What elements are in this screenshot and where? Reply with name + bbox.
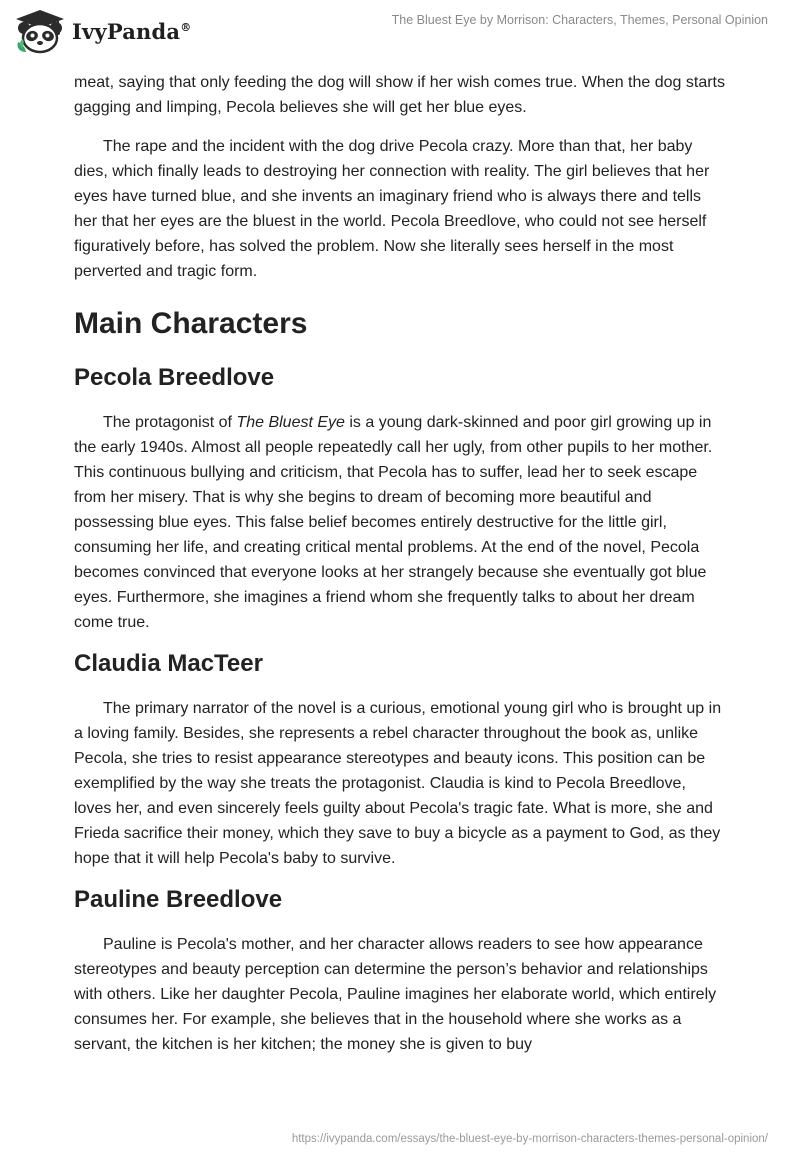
paragraph-claudia: The primary narrator of the novel is a curious, emotional young girl who is brought up in a loving family. Besides, she represents a rebel character throughout the book as, unlike Pecola, she tries to resist appearance stereotypes and beauty icons. This position can be exemplified by the way she treats the protagonist. Claudia is kind to Pecola Breedlove, loves her, and even sincerely feels guilty about Pecola's tragic fate. What is more, she and Frieda sacrifice their money, which they save to buy a bicycle as a payment to God, as they hope that it will help Pecola's baby to survive. (74, 700, 722, 867)
paragraph-dog-incident: meat, saying that only feeding the dog will show if her wish comes true. When the dog starts gagging and limping, Pecola believes she will get her blue eyes. (74, 74, 725, 116)
heading-pecola-breedlove: Pecola Breedlove (74, 364, 275, 391)
document-title: The Bluest Eye by Morrison: Characters, Themes, Personal Opinion (391, 13, 768, 27)
heading-claudia-macteer: Claudia MacTeer (74, 650, 263, 677)
panda-graduate-icon (14, 8, 66, 54)
heading-main-characters: Main Characters (74, 307, 308, 340)
logo-text: IvyPanda® (72, 18, 192, 44)
heading-pauline-breedlove: Pauline Breedlove (74, 886, 283, 913)
book-title: The Bluest Eye (236, 414, 345, 431)
page-header (0, 0, 800, 64)
essay-content (74, 70, 726, 1071)
paragraph-pecola: The protagonist of The Bluest Eye is a young dark-skinned and poor girl growing up in the early 1940s. Almost all people repeatedly call her ugly, from other pupils to her mother. This continuous bullying and criticism, that Pecola has to suffer, lead her to seek escape from her misery. That is why she begins to dream of becoming more beautiful and possessing blue eyes. This false belief becomes entirely destructive for the little girl, consuming her life, and creating critical mental problems. At the end of the novel, Pecola becomes convinced that everyone looks at her strangely because she eventually got blue eyes. Furthermore, she imagines a friend whom she frequently talks to about her dream come true. (74, 414, 713, 631)
ivypanda-logo[interactable] (14, 8, 191, 54)
paragraph-pauline: Pauline is Pecola's mother, and her character allows readers to see how appearance stereotypes and beauty perception can determine the person’s behavior and relationships with others. Like her daughter Pecola, Pauline imagines her elaborate world, which entirely consumes her. For example, she believes that in the household where she works as a servant, the kitchen is her kitchen; the money she is given to buy (74, 936, 717, 1053)
source-url[interactable]: https://ivypanda.com/essays/the-bluest-eye-by-morrison-characters-themes-personal-opinion/ (291, 1133, 768, 1145)
paragraph-rape-incident: The rape and the incident with the dog drive Pecola crazy. More than that, her baby dies, which finally leads to destroying her connection with reality. The girl believes that her eyes have turned blue, and she invents an imaginary friend who is always there and tells her that her eyes are the bluest in the world. Pecola Breedlove, who could not see herself figuratively before, has solved the problem. Now she literally sees herself in the most perverted and tragic form. (74, 138, 710, 280)
